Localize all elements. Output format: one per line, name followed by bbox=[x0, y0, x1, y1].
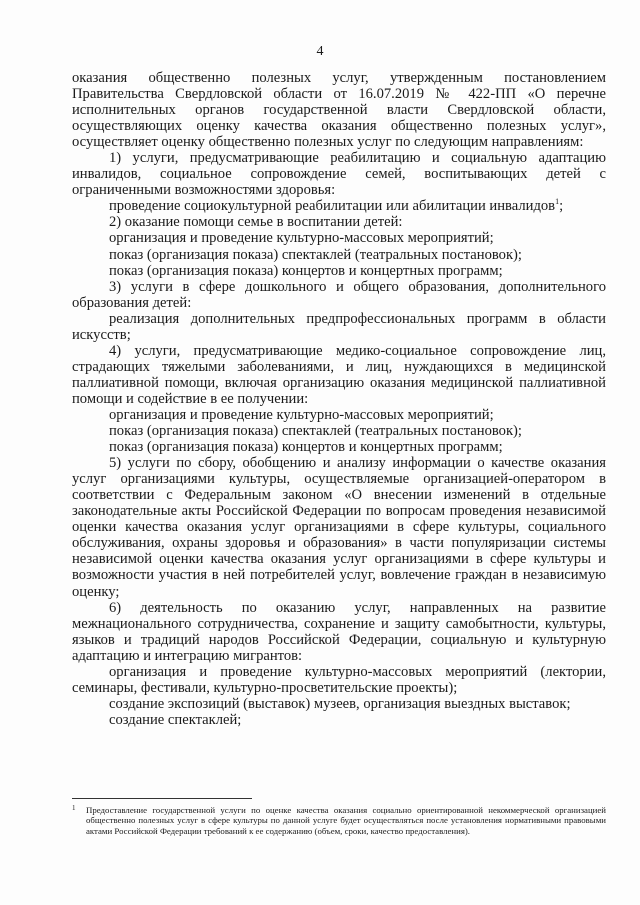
paragraph bbox=[72, 247, 606, 263]
paragraph-text: 1) услуги, предусматривающие реабилитацию и социальную адаптацию инвалидов, социальное сопровождение семей, воспитывающих детей с ограниченными возможностями здоровья: bbox=[72, 150, 606, 199]
paragraph-text: создание экспозиций (выставок) музеев, организация выездных выставок; bbox=[109, 695, 571, 712]
paragraph-text: 6) деятельность по оказанию услуг, направленных на развитие межнационального сотрудничества, сохранение и защиту самобытности, культуры, языков и традиций народов Российской Федерации, социальную и культурную адаптацию и интеграцию мигрантов: bbox=[72, 599, 606, 664]
paragraph-text: показ (организация показа) концертов и концертных программ; bbox=[109, 262, 503, 279]
page-number: 4 bbox=[316, 44, 324, 59]
paragraph bbox=[72, 263, 606, 279]
paragraph bbox=[72, 712, 606, 728]
paragraph bbox=[72, 311, 606, 343]
paragraph bbox=[72, 439, 606, 455]
paragraph bbox=[72, 600, 606, 664]
paragraph bbox=[72, 150, 606, 198]
paragraph-text: 2) оказание помощи семье в воспитании детей: bbox=[109, 214, 403, 231]
paragraph-punctuation: ; bbox=[559, 198, 564, 215]
paragraph bbox=[72, 214, 606, 230]
paragraph bbox=[72, 230, 606, 246]
paragraph-text: организация и проведение культурно-массовых мероприятий (лектории, семинары, фестивали, культурно-просветительские проекты); bbox=[72, 663, 606, 696]
paragraph bbox=[72, 423, 606, 439]
paragraph bbox=[72, 664, 606, 696]
paragraph-text: создание спектаклей; bbox=[109, 711, 242, 728]
paragraph-text: показ (организация показа) спектаклей (театральных постановок); bbox=[109, 423, 522, 440]
paragraph bbox=[72, 455, 606, 599]
footnote-reference: 1 bbox=[555, 197, 560, 207]
paragraph-text: 3) услуги в сфере дошкольного и общего образования, дополнительного образования детей: bbox=[72, 278, 606, 311]
paragraph-text: показ (организация показа) концертов и концертных программ; bbox=[109, 439, 503, 456]
paragraph bbox=[72, 198, 606, 214]
paragraph-text: 5) услуги по сбору, обобщению и анализу информации о качестве оказания услуг организациями культуры, осуществляемые организацией-оператором в соответствии с Федеральным законом «О внесении изменений в отдельные законодательные акты Российской Федерации по вопросам проведения независимой оценки качества оказания услуг организациями в сфере культуры, социального обслуживания, охраны здоровья и образования» в части популяризации системы независимой оценки качества оказания услуг организациями в сфере культуры и возможности участия в ней потребителей услуг, вовлечение граждан в независимую оценку; bbox=[72, 455, 606, 600]
paragraph-text: показ (организация показа) спектаклей (театральных постановок); bbox=[109, 246, 522, 263]
paragraph bbox=[72, 279, 606, 311]
footnote-text: Предоставление государственной услуги по оценке качества оказания социально ориентированной некоммерческой организацией общественно полезных услуг в сфере культуры по данной услуге будет осуществляться после установления нормативными правовыми актами Российской Федерации требований к ее содержанию (объем, сроки, качество предоставления). bbox=[86, 805, 606, 836]
paragraph-text: проведение социокультурной реабилитации или абилитации инвалидов bbox=[109, 198, 556, 215]
paragraph bbox=[72, 696, 606, 712]
footnote-mark: 1 bbox=[72, 804, 76, 812]
document-body bbox=[72, 70, 606, 728]
footnote bbox=[72, 805, 606, 836]
paragraph bbox=[72, 70, 606, 150]
paragraph-text: 4) услуги, предусматривающие медико-социальное сопровождение лиц, страдающих тяжелыми заболеваниями, и лиц, нуждающихся в медицинской паллиативной помощи, включая организацию оказания медицинской паллиативной помощи и содействие в ее получении: bbox=[72, 342, 606, 407]
paragraph bbox=[72, 407, 606, 423]
paragraph-text: реализация дополнительных предпрофессиональных программ в области искусств; bbox=[72, 310, 606, 343]
paragraph-text: оказания общественно полезных услуг, утвержденным постановлением Правительства Свердловской области от 16.07.2019 № 422-ПП «О перечне исполнительных органов государственной власти Свердловской области, осуществляющих оценку качества оказания общественно полезных услуг», осуществляет оценку общественно полезных услуг по следующим направлениям: bbox=[72, 70, 606, 151]
paragraph-text: организация и проведение культурно-массовых мероприятий; bbox=[109, 230, 494, 247]
paragraph bbox=[72, 343, 606, 407]
footnote-separator bbox=[72, 798, 252, 799]
paragraph-text: организация и проведение культурно-массовых мероприятий; bbox=[109, 406, 494, 423]
